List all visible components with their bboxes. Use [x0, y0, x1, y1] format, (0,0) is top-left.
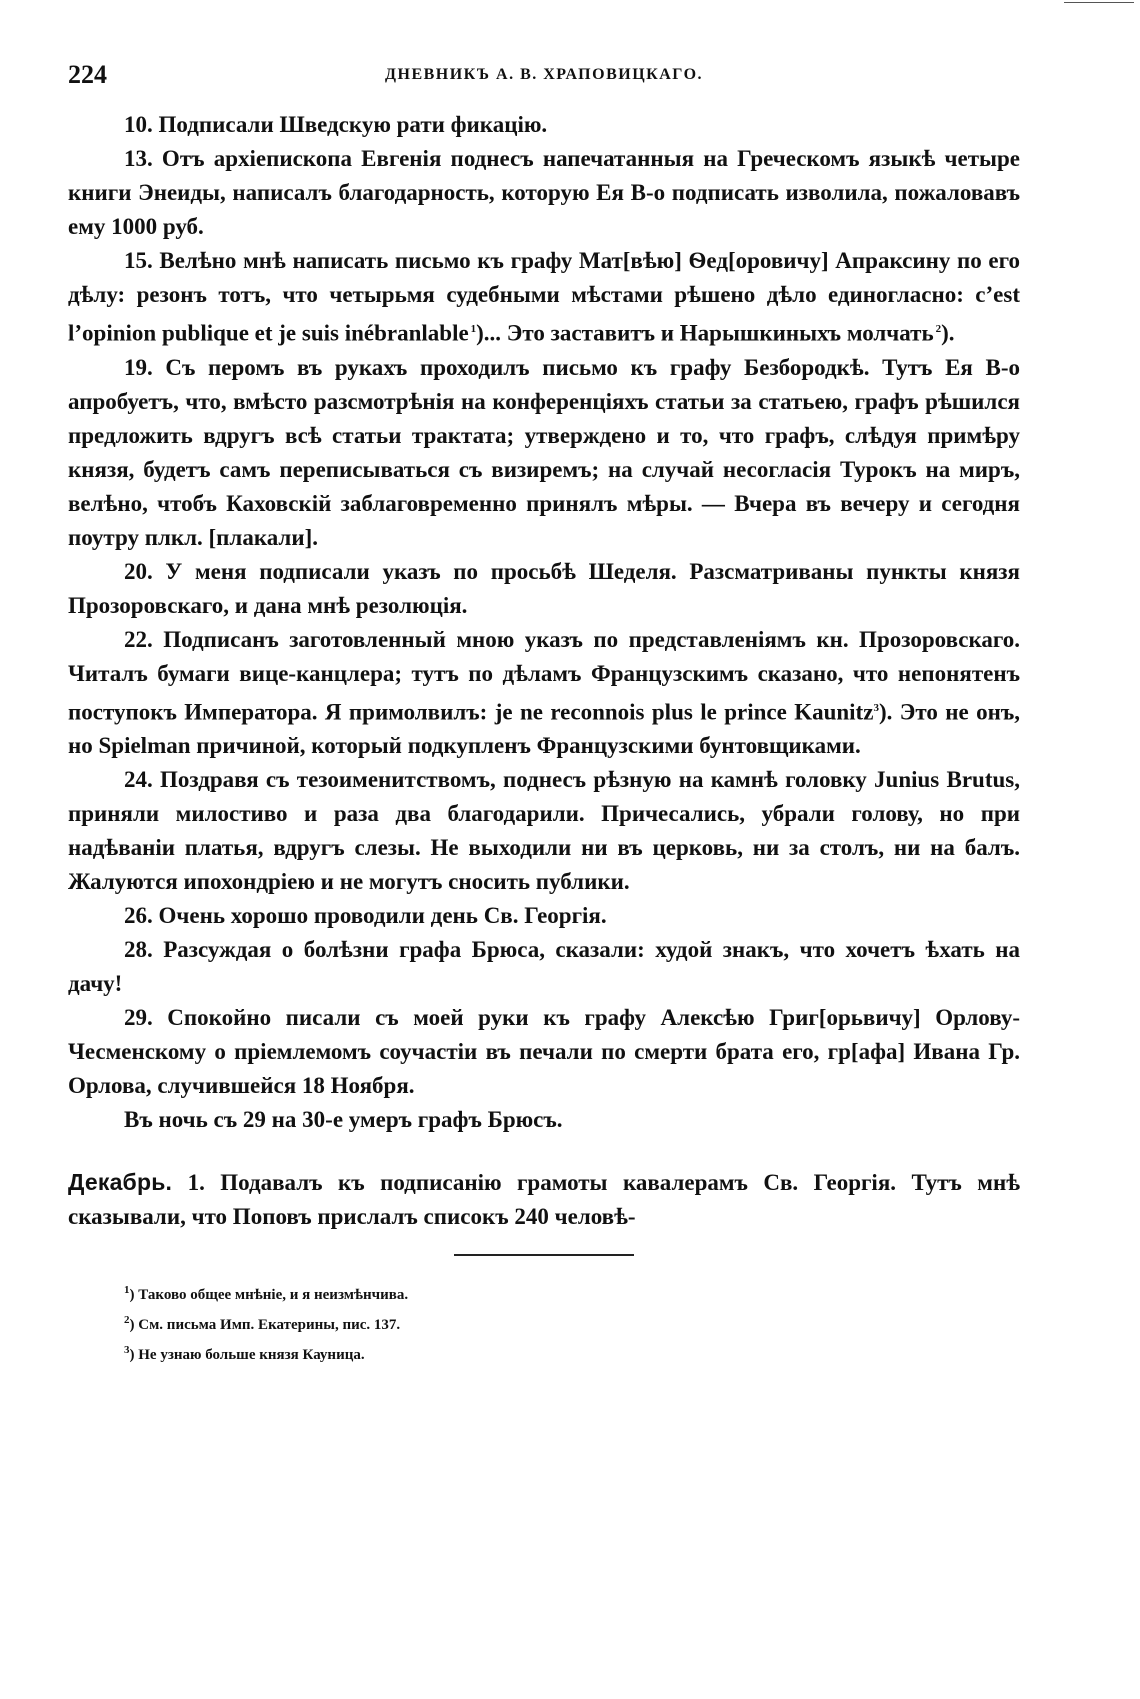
footnote-3 [124, 1338, 1020, 1368]
december-entry-text: 1. Подавалъ къ подписанію грамоты кавалерамъ Св. Георгія. Тутъ мнѣ сказывали, что Поповъ прислалъ списокъ 240 человѣ- [68, 1170, 1020, 1230]
entry-26: 26. Очень хорошо проводили день Св. Георгія. [124, 903, 607, 929]
entry-30-note: Въ ночь съ 29 на 30-е умеръ графъ Брюсъ. [124, 1107, 563, 1133]
footnote-text: ) Не узнаю больше князя Кауница. [129, 1347, 365, 1364]
footnote-ref-2[interactable]: 2 [935, 323, 942, 335]
book-page [68, 56, 1020, 1368]
footnote-mark: 1 [124, 1284, 130, 1297]
footnote-mark: 3 [124, 1344, 130, 1357]
entry-15-text-a: 15. Велѣно мнѣ написать письмо къ графу Мат[вѣю] Ѳед[оровичу] Апраксину по его дѣлу: резонъ тотъ, что четырьмя судебными мѣстами рѣшено дѣло единогласно: c’est l’opinion publique et je suis inébranlable [68, 248, 1020, 346]
entry-15-text-c: ). [941, 320, 955, 346]
footnote-text: ) См. письма Имп. Екатерины, пис. 137. [129, 1317, 401, 1334]
page-number: 224 [68, 60, 107, 89]
running-head: ДНЕВНИКЪ А. В. ХРАПОВИЦКАГО. [384, 66, 704, 83]
entry-10: 10. Подписали Шведскую рати фикацію. [124, 112, 548, 137]
month-heading-december: Декабрь. [68, 1169, 173, 1196]
entry-22-text-a: 22. Подписанъ заготовленный мною указъ по представленіямъ кн. Прозоровскаго. Читалъ бумаги вице-канцлера; тутъ по дѣламъ Французскимъ сказано, что непонятенъ поступокъ Императора. Я примолвилъ: je ne reconnois plus le prince Kaunitz [68, 626, 1020, 725]
entry-24: 24. Поздравя съ тезоименитствомъ, поднесъ рѣзную на камнѣ головку Junius Brutus, приняли милостиво и раза два благодарили. Причесались, убрали голову, но при надѣваніи платья, вдругъ слезы. Не выходили ни въ церковь, ни за столъ, ни на балъ. Жалуются ипохондріею и не могутъ сносить публики. [68, 767, 1020, 895]
diary-text [68, 108, 1020, 1234]
december-entry [68, 1165, 1020, 1234]
page-header [68, 56, 1020, 102]
entry-29: 29. Спокойно писали съ моей руки къ графу Алексѣю Григ[орьвичу] Орлову-Чесменскому о пріемлемомъ соучастіи въ печали по смерти брата его, гр[афа] Ивана Гр. Орлова, случившейся 18 Ноября. [68, 1005, 1020, 1099]
footnote-ref-3[interactable]: 3 [873, 701, 879, 714]
footnote-divider [454, 1254, 634, 1256]
entry-15-text-b: )... Это заставитъ и Нарышкиныхъ молчать [476, 320, 934, 346]
footnote-mark: 2 [124, 1314, 130, 1327]
entry-22 [68, 623, 1020, 764]
footnotes [68, 1278, 1020, 1368]
scan-edge-line [1064, 2, 1134, 3]
entry-13: 13. Отъ архіепископа Евгенія поднесъ напечатанныя на Греческомъ языкѣ четыре книги Энеиды, написалъ благодарность, которую Ея В-о подписать изволила, пожаловавъ ему 1000 руб. [68, 146, 1020, 239]
entry-15 [68, 244, 1020, 351]
footnote-1 [124, 1278, 1020, 1308]
entry-28: 28. Разсуждая о болѣзни графа Брюса, сказали: худой знакъ, что хочетъ ѣхать на дачу! [68, 937, 1020, 997]
footnote-2 [124, 1308, 1020, 1338]
entry-19: 19. Съ перомъ въ рукахъ проходилъ письмо къ графу Безбородкѣ. Тутъ Ея В-о апробуетъ, что, вмѣсто разсмотрѣнія на конференціяхъ статьи за статьею, графъ рѣшился предложить вдругъ всѣ статьи трактата; утверждено и то, что графъ, слѣдуя примѣру князя, будетъ самъ переписываться съ визиремъ; на случай несогласія Турокъ на миръ, велѣно, чтобъ Каховскій заблаговременно принялъ мѣры. — Вчера въ вечеру и сегодня поутру плкл. [плакали]. [68, 354, 1020, 550]
footnote-text: ) Таково общее мнѣніе, и я неизмѣнчива. [129, 1287, 409, 1304]
entry-22-text-b: ). Это не онъ, но Spielman причиной, который подкупленъ Французскими бунтовщиками. [68, 699, 1020, 759]
entry-20: 20. У меня подписали указъ по просьбѣ Шеделя. Разсматриваны пункты князя Прозоровскаго, и дана мнѣ резолюція. [68, 558, 1020, 618]
footnote-ref-1[interactable]: 1 [470, 323, 477, 335]
